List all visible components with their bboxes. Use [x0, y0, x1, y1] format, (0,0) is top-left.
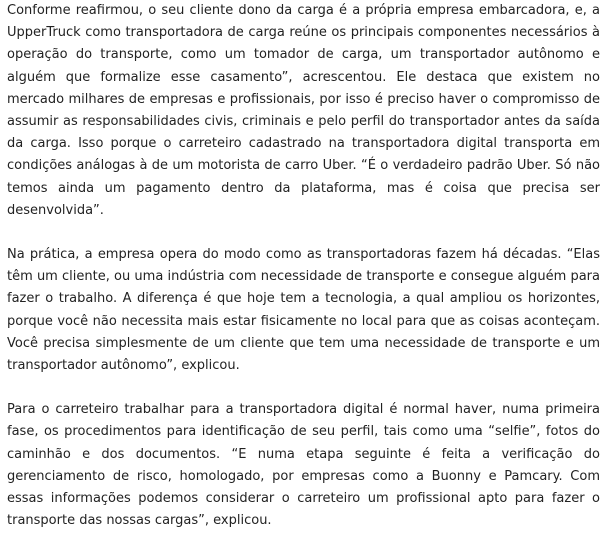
paragraph-1: Conforme reafirmou, o seu cliente dono da carga é a própria empresa embarcadora, e, a UpperTruck como transportadora de carga reúne os principais componentes necessários à operação do transporte, como um tomador de carga, um transportador autônomo e alguém que formalize esse casamento”, acrescentou. Ele destaca que existem no mercado milhares de empresas e profissionais, por isso é preciso haver o compromisso de assumir as responsabilidades civis, criminais e pelo perfil do transportador antes da saída da carga. Isso porque o carreteiro cadastrado na transportadora digital transporta em condições análogas à de um motorista de carro Uber. “É o verdadeiro padrão Uber. Só não temos ainda um pagamento dentro da plataforma, mas é coisa que precisa ser desenvolvida”. [7, 3, 600, 218]
paragraph-3: Para o carreteiro trabalhar para a transportadora digital é normal haver, numa primeira fase, os procedimentos para identificação de seu perfil, tais como uma “selfie”, fotos do caminhão e dos documentos. “E numa etapa seguinte é feita a verificação do gerenciamento de risco, homologado, por empresas como a Buonny e Pamcary. Com essas informações podemos considerar o carreteiro um profissional apto para fazer o transporte das nossas cargas”, explicou. [7, 402, 600, 529]
paragraph-2: Na prática, a empresa opera do modo como as transportadoras fazem há décadas. “Elas têm um cliente, ou uma indústria com necessidade de transporte e consegue alguém para fazer o trabalho. A diferença é que hoje tem a tecnologia, a qual ampliou os horizontes, porque você não necessita mais estar fisicamente no local para que as coisas aconteçam. Você precisa simplesmente de um cliente que tem uma necessidade de transporte e um transportador autônomo”, explicou. [7, 247, 600, 374]
